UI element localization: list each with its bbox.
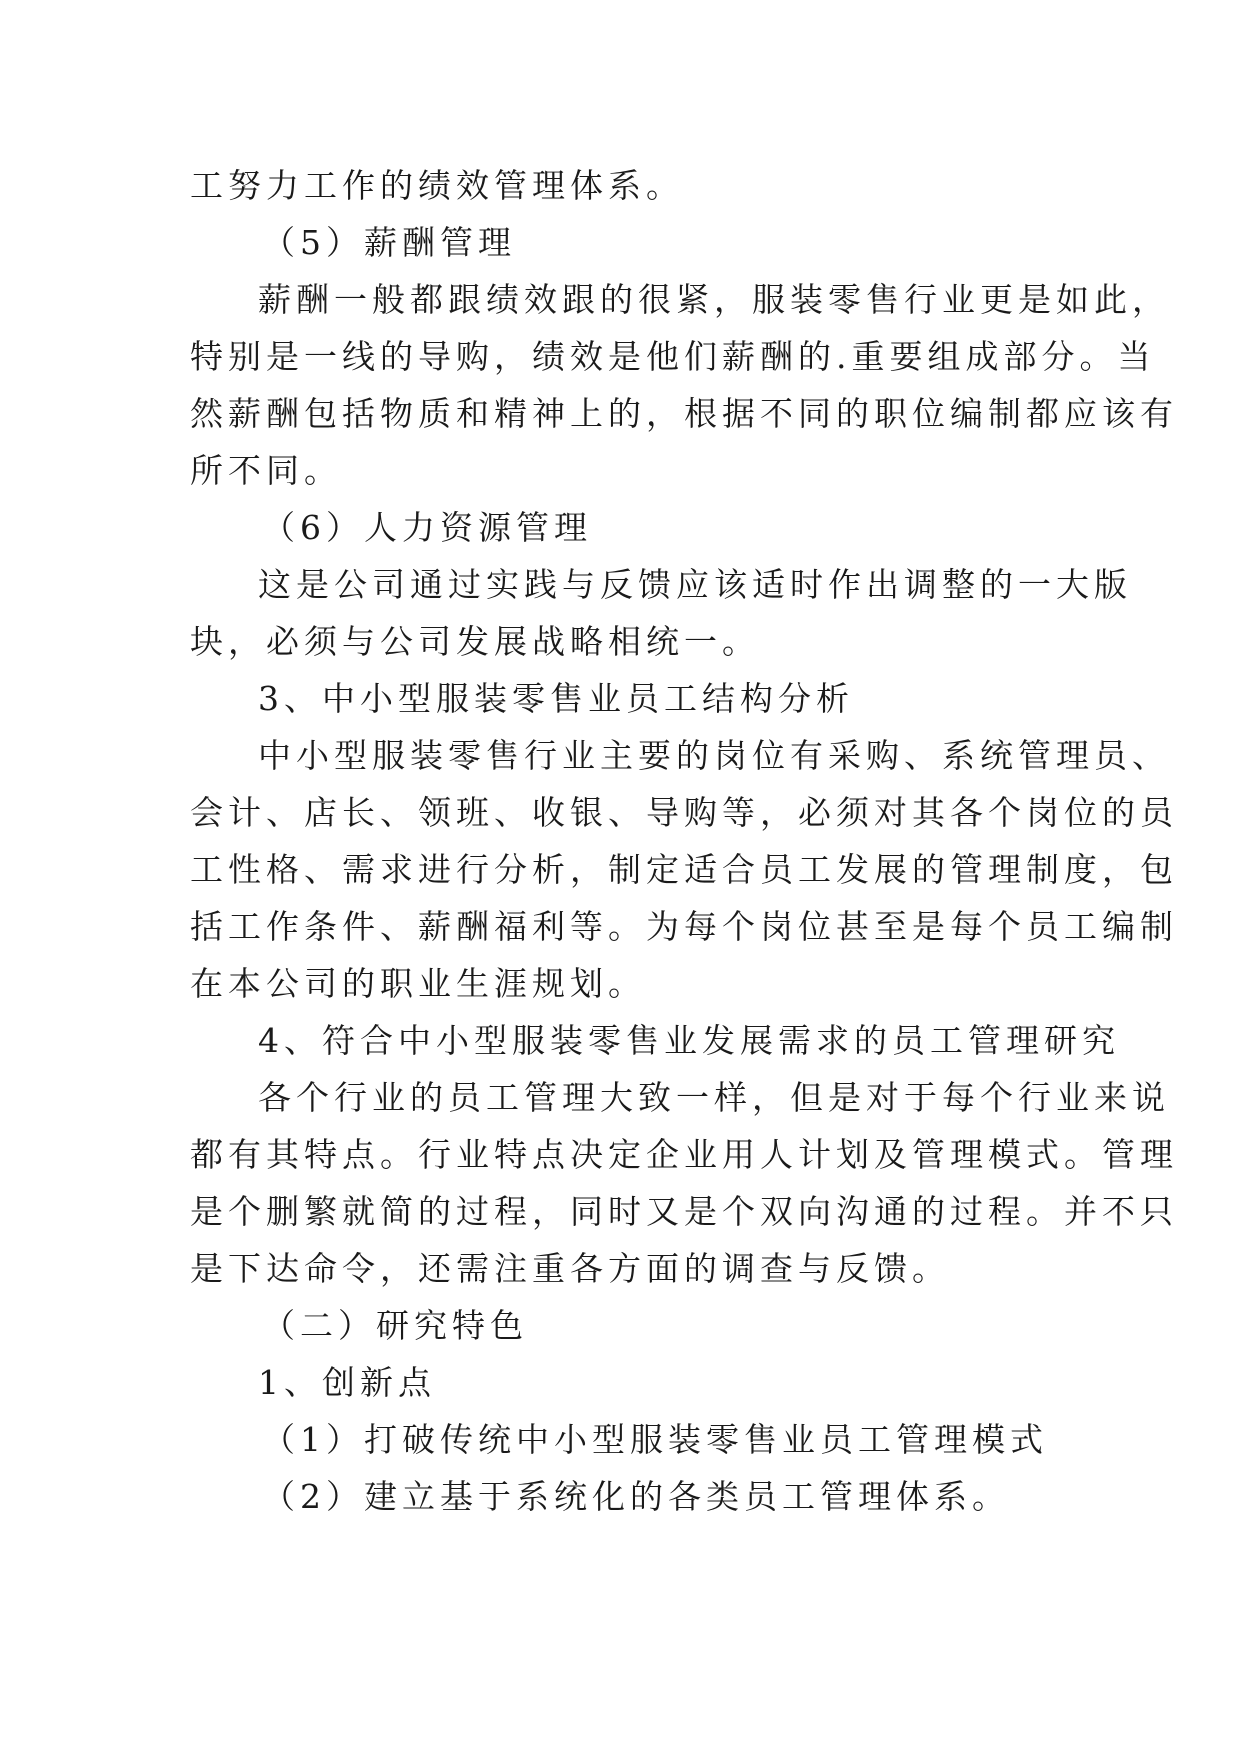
paragraph-line: 然薪酬包括物质和精神上的，根据不同的职位编制都应该有 <box>190 394 1178 433</box>
paragraph-line: 块，必须与公司发展战略相统一。 <box>190 622 760 661</box>
section-heading: 4、符合中小型服装零售业发展需求的员工管理研究 <box>258 1021 1120 1060</box>
paragraph-line: 所不同。 <box>190 451 342 490</box>
paragraph-line: 特别是一线的导购，绩效是他们薪酬的.重要组成部分。当 <box>190 337 1156 376</box>
paragraph-line: 中小型服装零售行业主要的岗位有采购、系统管理员、 <box>258 736 1170 775</box>
paragraph-line: 工性格、需求进行分析，制定适合员工发展的管理制度，包 <box>190 850 1178 889</box>
list-item: （1）打破传统中小型服装零售业员工管理模式 <box>262 1420 1048 1459</box>
paragraph-line: 各个行业的员工管理大致一样，但是对于每个行业来说 <box>258 1078 1170 1117</box>
list-item: （2）建立基于系统化的各类员工管理体系。 <box>262 1477 1010 1516</box>
paragraph-line: 括工作条件、薪酬福利等。为每个岗位甚至是每个员工编制 <box>190 907 1178 946</box>
paragraph-line: 在本公司的职业生涯规划。 <box>190 964 646 1003</box>
section-heading: 1、创新点 <box>258 1363 436 1402</box>
paragraph-line: 是下达命令，还需注重各方面的调查与反馈。 <box>190 1249 950 1288</box>
section-heading: 3、中小型服装零售业员工结构分析 <box>258 679 854 718</box>
paragraph-line: 是个删繁就简的过程，同时又是个双向沟通的过程。并不只 <box>190 1192 1178 1231</box>
paragraph-line: 会计、店长、领班、收银、导购等，必须对其各个岗位的员 <box>190 793 1178 832</box>
paragraph-line: 都有其特点。行业特点决定企业用人计划及管理模式。管理 <box>190 1135 1178 1174</box>
paragraph-line: 薪酬一般都跟绩效跟的很紧，服装零售行业更是如此， <box>258 280 1170 319</box>
paragraph-line: 工努力工作的绩效管理体系。 <box>190 166 684 205</box>
section-heading: （5）薪酬管理 <box>262 223 516 262</box>
section-heading: （6）人力资源管理 <box>262 508 592 547</box>
section-heading: （二）研究特色 <box>262 1306 528 1345</box>
paragraph-line: 这是公司通过实践与反馈应该适时作出调整的一大版 <box>258 565 1132 604</box>
